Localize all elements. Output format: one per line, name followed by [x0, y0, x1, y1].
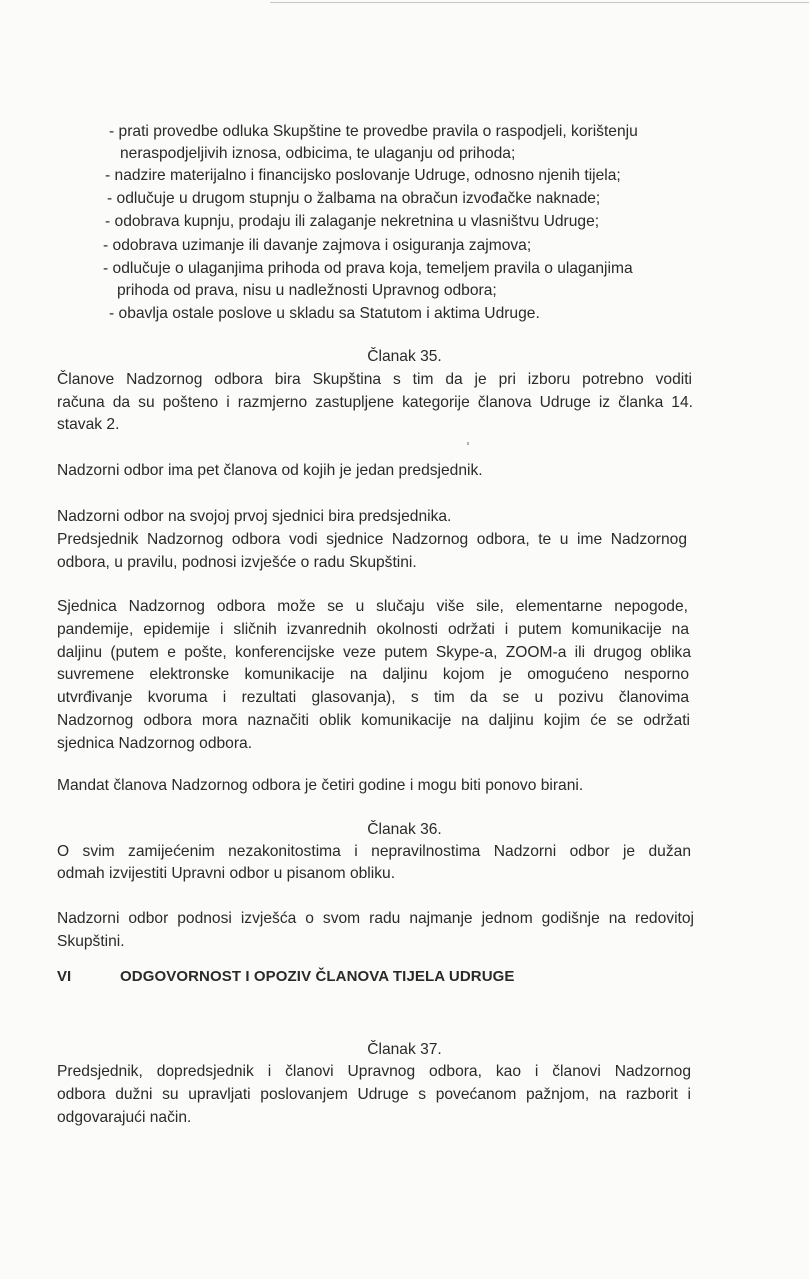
paragraph-line: suvremene elektronske komunikacije na daljinu kojom je omogućeno nesporno — [57, 666, 689, 683]
paragraph-line: Mandat članova Nadzornog odbora je četiri godine i mogu biti ponovo birani. — [57, 777, 584, 794]
paragraph-line: Članove Nadzornog odbora bira Skupština s tim da je pri izboru potrebno voditi — [57, 371, 692, 388]
paragraph-line: O svim zamijećenim nezakonitostima i nepravilnostima Nadzorni odbor je dužan — [57, 843, 691, 860]
list-item: - odlučuje u drugom stupnju o žalbama na obračun izvođačke naknade; — [107, 190, 601, 207]
list-item: - prati provedbe odluka Skupštine te provedbe pravila o raspodjeli, korištenju — [109, 123, 638, 140]
paragraph-line: Predsjednik Nadzornog odbora vodi sjednice Nadzornog odbora, te u ime Nadzornog — [57, 531, 687, 548]
paragraph-line: sjednica Nadzornog odbora. — [57, 735, 253, 752]
section-number: VI — [57, 968, 72, 985]
paragraph-line: stavak 2. — [57, 416, 120, 433]
paragraph-line: Sjednica Nadzornog odbora može se u slučaju više sile, elementarne nepogode, — [57, 598, 688, 615]
paragraph-line: Nadzornog odbora mora naznačiti oblik komunikacije na daljinu kojim će se održati — [57, 712, 690, 729]
article-heading: Članak 36. — [367, 821, 442, 838]
article-heading: Članak 37. — [367, 1041, 442, 1058]
paragraph-line: Skupštini. — [57, 933, 125, 950]
paragraph-line: odgovarajući način. — [57, 1109, 192, 1126]
section-title: ODGOVORNOST I OPOZIV ČLANOVA TIJELA UDRUGE — [120, 968, 515, 985]
article-heading: Članak 35. — [367, 348, 442, 365]
paragraph-line: pandemije, epidemije i sličnih izvanrednih okolnosti održati i putem komunikacije na — [57, 621, 689, 638]
list-item: - odlučuje o ulaganjima prihoda od prava koja, temeljem pravila o ulaganjima — [103, 260, 633, 277]
list-item: - odobrava kupnju, prodaju ili zalaganje nekretnina u vlasništvu Udruge; — [105, 213, 600, 230]
paragraph-line: odbora, u pravilu, podnosi izvješće o radu Skupštini. — [57, 554, 417, 571]
paragraph-line: Predsjednik, dopredsjednik i članovi Upravnog odbora, kao i članovi Nadzornog — [57, 1063, 691, 1080]
paragraph-line: odbora dužni su upravljati poslovanjem Udruge s povećanom pažnjom, na razborit i — [57, 1086, 691, 1103]
paragraph-line: odmah izvijestiti Upravni odbor u pisanom obliku. — [57, 865, 396, 882]
list-item: prihoda od prava, nisu u nadležnosti Upravnog odbora; — [117, 282, 497, 299]
paragraph-line: utvrđivanje kvoruma i rezultati glasovanja), s tim da se u pozivu članovima — [57, 689, 689, 706]
paragraph-line: Nadzorni odbor ima pet članova od kojih je jedan predsjednik. — [57, 462, 483, 479]
list-item: neraspodjeljivih iznosa, odbicima, te ulaganju od prihoda; — [120, 145, 516, 162]
scan-speck — [467, 442, 469, 445]
paragraph-line: Nadzorni odbor podnosi izvješća o svom radu najmanje jednom godišnje na redovitoj — [57, 910, 694, 927]
scan-edge-line — [270, 2, 809, 3]
list-item: - odobrava uzimanje ili davanje zajmova i osiguranja zajmova; — [103, 237, 532, 254]
paragraph-line: daljinu (putem e pošte, konferencijske veze putem Skype-a, ZOOM-a ili drugog oblika — [57, 644, 691, 661]
paragraph-line: Nadzorni odbor na svojoj prvoj sjednici bira predsjednika. — [57, 508, 452, 525]
paragraph-line: računa da su pošteno i razmjerno zastupljene kategorije članova Udruge iz članka 14. — [57, 394, 693, 411]
list-item: - nadzire materijalno i financijsko poslovanje Udruge, odnosno njenih tijela; — [105, 167, 621, 184]
list-item: - obavlja ostale poslove u skladu sa Statutom i aktima Udruge. — [109, 305, 540, 322]
